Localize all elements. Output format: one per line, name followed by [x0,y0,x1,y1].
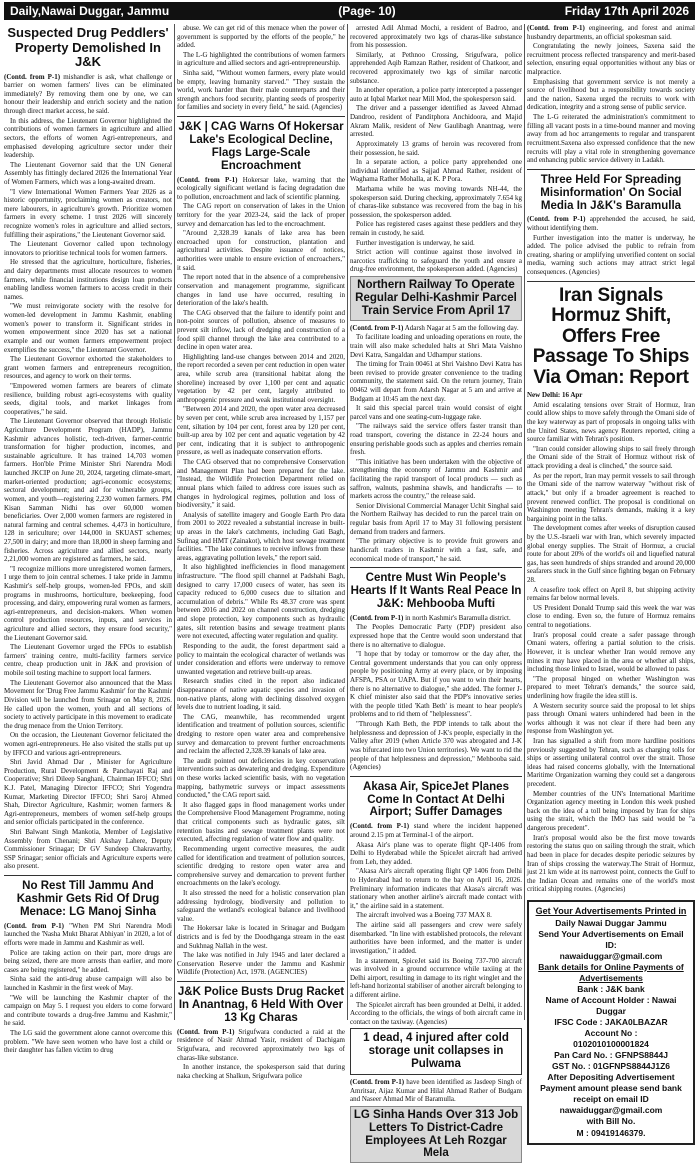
article-paragraph: Analysis of satellite imagery and Google Earth Pro data from 2001 to 2022 revealed a substantial increase in built-up areas in the lake's catchments, including Gati Bagh, Sufinag and HMT (Zainakot), which host sewage treatment facilities. "The lake continues to receive inflows from these areas, aggravating pollution levels," the report said. [177,510,345,562]
dateline: (Contd. from P-1) [177,175,238,184]
article-paragraph: The SpiceJet aircraft has been grounded at Delhi, it added. According to the officials, the wings of both aircraft came in contact on the taxiway. (Agencies) [350,1000,522,1026]
article-paragraph: The development comes after weeks of disruption caused by the U.S.-Israeli war with Iran, which severely impacted global energy supplies. The Strait of Hormuz, a crucial route for about 20% of the world's oil and liquefied natural gas, has seen hundreds of ships stranded and around 20,000 seafarers stuck in the Gulf since fighting began on February 28. [527,524,695,585]
column-1 [4,24,173,1055]
article-paragraph [350,614,522,623]
article-paragraph: The L-G highlighted the contributions of women farmers in agriculture and allied sectors and agri-entrepreneurship. [177,50,345,68]
article-text: stand where the incident happened around 2.15 pm at Terminal-1 of the airport. [350,822,523,839]
article-paragraph: "The railways said the service offers faster transit than road transport, covering the distance in 22-24 hours and ensuring perishable goods such as apples and cherries remain fresh. [350,422,522,457]
article-paragraph: It also flagged gaps in flood management works under the Comprehensive Flood Management Programme, noting that critical components such as hydraulic gates, silt retention basins and sewage treatment plants were not executed, affecting regulation of water flow and quality. [177,800,345,844]
article-paragraph: Marhama while he was moving towards NH-44, the spokesperson said. During checking, approximately 7.654 kg of charas-like substance was recovered from the bag in his possession, the spokesperson added. [350,184,522,219]
headline-parcel-train: Northern Railway To Operate Regular Delhi-Kashmir Parcel Train Service From April 17 [350,276,522,321]
article-paragraph: The Lieutenant Governor called upon technology innovators to prioritise technical tools for women farmers. [4,240,172,257]
article-paragraph [350,822,522,839]
headline-iran-hormuz: Iran Signals Hormuz Shift, Offers Free Passage To Ships Via Oman: Report [532,284,690,388]
divider [177,116,345,117]
dateline: New Delhi: 16 Apr [527,391,583,400]
article-paragraph: In another instance, the spokesperson said that during naka checking at Shalkun, Srigufwara police [177,1063,345,1080]
dateline: (Contd. from P-1) [527,24,585,32]
column-rule [524,24,525,1020]
divider [4,875,172,876]
article-paragraph [527,215,695,232]
article-paragraph: On the occasion, the Lieutenant Governor felicitated the women agri-entrepreneurs. He also visited the stalls put up by IFFCO and various agri-entrepreneurs. [4,731,172,757]
article-paragraph: Iran has signalled a shift from more hardline positions previously suggested by Tehran, such as charging tolls for ships or asserting unilateral control over the strait. Those ideas had raised concerns globally, with the International Maritime Organization warning they could set a dangerous precedent. [527,736,695,789]
article-paragraph [177,1028,345,1062]
page-number: (Page- 10) [338,4,396,18]
article-paragraph: The L-G reiterated the administration's commitment to filling all vacant posts in a time-bound manner and moving away from ad hoc arrangements to regular and transparent recruitment.Saxena also expressed confidence that the new recruits will play a vital role in strengthening governance and enhancing public service delivery in Ladakh. [527,113,695,165]
article-paragraph: Iran's proposal could create a safer passage through Omani waters, offering a partial solution to the crisis. However, it is unclear whether Iran would remove any mines it may have placed in the area or whether all ships, including those linked to Israel, would be allowed to pass. [527,630,695,674]
article-paragraph: To facilitate loading and unloading operations en route, the train will also make scheduled halts at Shri Mata Vaishno Devi Katra, Sangaldan and Udhampur stations. [350,333,522,359]
column-4 [527,24,696,1138]
divider [527,169,695,170]
article-paragraph: The lake was notified in July 1945 and later declared a Conservation Reserve under the Jammu and Kashmir Wildlife (Protection) Act, 1978. (AGENCIES) [177,951,345,977]
article-paragraph: The CAG observed that the failure to identify point and non-point sources of pollution, absence of measures to prevent silt inflow, lack of dredging and construction of a food spill channel through the lake area contributed to a decline in open water area. [177,308,345,352]
article-paragraph: "Iran could consider allowing ships to sail freely through the Omani side of the Strait of Hormuz without risk of attack providing a deal is clinched," the source said. [527,444,695,471]
article-paragraph: The driver and a passenger identified as Javeed Ahmad Dandroo, resident of Panditphora Anchidoora, and Majid Akram Malik, resident of New Gaulibagh Anantnag, were arrested. [350,104,522,139]
article-paragraph: The timing for Train 00461 at Shri Vaishno Devi Katra has been revised to provide greater convenience to the trading community, the statement said. On the return journey, Train 00462 will depart from Adarsh Nagar at 5 am and arrive at Budgam at 10:45 am the next day. [350,360,522,403]
dateline: (Contd. from P-1) [350,1078,405,1086]
article-paragraph: He stressed that the agriculture, horticulture, fisheries, and dairy departments must allocate resources to women farmers, while financial institutions design loan products enabling landless women farmers to access credit in their names. [4,258,172,301]
masthead [4,2,695,20]
article-paragraph: The report noted that in the absence of a comprehensive conservation and management programme, significant changes in land use have occurred, resulting in deterioration of the lake's health. [177,273,345,308]
article-paragraph: "Through Kath Beth, the PDP intends to talk about the helplessness and depression of J-K's people, especially in the Valley after 2019 (when Article 370 was abrogated and J-K was bifurcated into two Union territories). We want to rid the people of that helplessness and depression," Mehbooba said. (Agencies) [350,720,522,772]
article-paragraph: It also stressed the need for a holistic conservation plan addressing hydrology, biodiversity and pollution to safeguard the wetland's ecological balance and livelihood value. [177,888,345,923]
dateline: (Contd. from P-1) [350,613,404,622]
article-paragraph: The aircraft involved was a Boeing 737 MAX 8. [356,911,492,920]
dateline: (Contd. from P-1) [350,323,404,332]
headline-drug-peddlers: Suspected Drug Peddlers' Property Demolished In J&K [7,25,169,70]
article-paragraph: Approximately 13 grams of heroin was recovered from their possession, he said. [350,139,522,157]
article-paragraph: "We will be launching the Kashmir chapter of the campaign on May 5. I request you elders to come forward and contribute towards a drug-free Jammu and Kashmir," he said. [4,993,172,1028]
article-paragraph: A ceasefire took effect on April 8, but shipping activity remains far below normal levels. [527,585,695,603]
ad-line: GST No. : 01GFNPS8844J1Z6 [551,1061,671,1072]
column-rule [174,24,175,1020]
headline-cag-hokersar: J&K | CAG Warns Of Hokersar Lake's Ecological Decline, Flags Large-Scale Encroachment [178,121,344,172]
article-paragraph: "I hope that by today or tomorrow or the day after, the Central government understands that you can only oppress people by positioning Army at every place, or by imposing AFSPA, PSA or UAPA. But if you want to win their hearts, there is no alternative to dialogue," she added. The former J-K chief minister also said that the PDP's innovative series with the people titled 'Kath Beth' is meant to hear people's problems and to rid them of "helplessness". [350,650,522,719]
dateline: (Contd. from P-1) [527,215,586,224]
dateline: (Contd. from P-1) [4,72,61,81]
article-paragraph: Iran's proposal would also be the first move towards restoring the status quo on sailing through the strait, which had been in place for decades despite periodic seizures by Iran of ships crossing the waterway.The Strait of Hormuz, just 21 km wide at its narrowest point, connects the Gulf to the Indian Ocean and remains one of the world's most critical shipping routes. (Agencies) [527,833,695,894]
ad-title: Get Your Advertisements Printed in [535,905,687,916]
column-3 [350,24,523,1160]
ad-line: Pan Card No. : GFNPS8844J [554,1050,668,1061]
article-paragraph [527,391,695,400]
article-paragraph: US President Donald Trump said this week the war was close to ending. Even so, the future of Hormuz remains central to negotiations. [527,603,695,630]
article-paragraph [350,1078,522,1104]
article-paragraph: It said this special parcel train would consist of eight parcel vans and one seating-cum-luggage rake. [350,404,522,421]
dateline: (Contd. from P-1) [4,921,64,930]
article-paragraph: Shri Javid Ahmad Dar , Minister for Agriculture Production, Rural Development & Panchayati Raj and Cooperative; Shri Dileep Sanghani, Chairman IFFCO; Shri K.J. Patel, Managing Director IFFCO; Shri Yogendra Kumar, Marketing Director IFFCO; Shri Saroj Ahmed Shah, Director Agriculture, Kashmir; women farmers & Agri-entrepreneurs, members of women self-help groups and senior officials participated in the conference. [4,758,172,827]
ad-line: with Bill No. [586,1116,636,1127]
article-paragraph: "Around 2,328.39 kanals of lake area has been encroached upon for construction, plantation and agricultural activities. Despite issuance of notices, authorities were unable to ensure eviction of encroachers," it said. [177,229,345,272]
article-paragraph: arrested Adil Ahmad Mochi, a resident of Badroo, and recovered approximately two kgs of charas-like substance from his possession. [350,24,522,50]
article-paragraph: The Lieutenant Governor said that the UN General Assembly has fittingly declared 2026 the International Year of Women Farmers, which was a long-awaited dream. [4,160,172,186]
column-rule [347,24,348,1020]
article-paragraph: Police has registered cases against these peddlers and they remain in custody, he said. [350,220,522,238]
article-paragraph: abuse. We can get rid of this menace when the power of government is supported by the efforts of the people," he added. [177,24,345,50]
article-paragraph: Amid escalating tensions over Strait of Hormuz, Iran could allow ships to move safely through the Omani side of the key waterway as part of proposals in ongoing talks with the United States, news agency Reuters reported, citing a source familiar with Tehran's position. [527,400,695,444]
article-paragraph [4,73,172,116]
article-text: have been identified as Jasdeep Singh of Amritsar, Aijaz Kumar and Hilal Ahmad Rather of Budgam and Naseer Ahmad Mir of Baramulla. [350,1078,522,1104]
ad-line: Name of Account Holder : Nawai Duggar [545,994,677,1017]
article-paragraph: "This initiative has been undertaken with the objective of strengthening the economy of Jammu and Kashmir and facilitating the rapid transport of local products — such as saffron, walnuts, pashmina shawls, and handicrafts — to markets across the country," the release said. [350,457,522,501]
article-paragraph: "The proposal hinged on whether Washington was prepared to meet Tehran's demands," the source said, underlining how fragile the idea still is. [527,674,695,700]
article-paragraph: "I recognize millions more unregistered women farmers, I urge them to join central schemes. I take pride in Jammu Kashmir's self-help groups, women-led FPOs, and skill programs in mushrooms, horticulture, beekeeping, food processing, and dairy, empowering rural women as farmers, agri-entrepreneurs, and decision-makers. When women control production resources, inputs, and services in agriculture and allied sectors, they ensure food security," the Lieutenant Governor said. [4,564,172,642]
article-text: Hokersar lake, warning that the ecologically significant wetland is facing degradation due to pollution, encroachment and lack of scientific planning. [177,175,345,201]
article-paragraph: The Hokersar lake is located in Srinagar and Budgam districts and is fed by the Doodhganga stream in the east and Sukhnag Nallah in the west. [177,924,345,950]
article-paragraph: A Western security source said the proposal to let ships pass through Omani waters unhindered had been in the works although it was not clear if there had been any response from Washington yet. [527,701,695,736]
article-paragraph: The CAG report on conservation of lakes in the Union territory for the year 2023-24, said the lack of proper survey and demarcation has led to the encroachment. [177,202,345,228]
divider [350,567,522,568]
article-paragraph: Sinha said, "Without women farmers, every plate would be empty, leaving humanity starved." "They sustain the world, work harder than their male counterparts and their strength anchors food security, planting seeds of prosperity for families and society in every field," he said. (Agencies) [177,69,345,112]
article-paragraph: Similarly, at Pethnoo Crossing, Srigufwara, police apprehended Aqib Ramzan Rather, resident of Chatkoor, and recovered approximately two kgs of similar narcotic substance. [350,50,522,85]
ad-line: Send Your Advertisements on Email ID: [538,928,684,950]
article-paragraph [177,176,345,202]
article-paragraph: Research studies cited in the report also indicated disappearance of native aquatic species and invasion of non-native plants, along with declining dissolved oxygen levels due to nutrient loading, it said. [177,677,345,712]
article-paragraph: Police are taking action on their part, more drugs are being seized, there are more arrests than earlier, and more cases are being registered," he added. [4,948,172,974]
article-paragraph: Member countries of the UN's International Maritime Organization agency meeting in London this week pushed back on the idea of a toll being imposed by Iran for ships using the strait, which the IMO has said would be "a dangerous precedent". [527,789,695,833]
article-text: engineering, and forest and animal husbandry departments, an official spokesman said. [527,24,696,41]
article-paragraph: The audit pointed out deficiencies in key conservation interventions such as dewatering and dredging. Expenditure on these works lacked scientific basis, with no vegetation mapping, bathymetric surveys or impact assessments conducted," the CAG report said. [177,756,345,800]
article-paragraph: "The primary objective is to provide fruit growers and handicraft traders in Kashmir with a fast, safe, and economical mode of transport," he said. [350,537,522,563]
article-text: mishandler is ask, what challenge or barrier on women farmers' lives can be eliminated immediately? By removing them one by one, we can honour their leadership and enrich society and the nation through direct market access, he said. [4,72,173,116]
headline-akasa-spicejet: Akasa Air, SpiceJet Planes Come In Contact At Delhi Airport; Suffer Damages [363,780,509,819]
article-paragraph: Emphasising that government service is not merely a source of livelihood but a responsibility towards society and the nation, Saxena urged the recruits to work with dedication, integrity and a strong sense of public service. [527,77,695,112]
divider [350,776,522,777]
article-paragraph: In a statement, SpiceJet said its Boeing 737-700 aircraft was involved in a ground occurrence while taxiing at the Delhi airport, resulting in damage to its right winglet and the left-hand horizontal stabiliser of another aircraft belonging to a different airline. [350,956,522,999]
article-paragraph: "Between 2014 and 2020, the open water area decreased by seven per cent, while scrub area increased by 1,157 per cent, siltation by 104 per cent, forest area by 120 per cent, built-up area by 102 per cent and aquatic vegetation by 42 per cent, indicating that it is subject to anthropogenic pressure, as well as inadequate conservation efforts. [177,405,345,457]
ad-line: After Depositing Advertisement Payment amount please send bank receipt on email ID [540,1072,682,1105]
article-paragraph: "We must reinvigorate society with the resolve for women-led development in Jammu Kashmir, enabling women's power to transform it. Significant strides in women empowerment since 2020 has set a national example and our women farmers empowerment project exemplifies the success," the Lieutenant Governor. [4,302,172,354]
article-paragraph: In a separate action, a police party apprehended one individual identified as Sajjad Ahmad Rather, resident of Waghama Rather Mohalla, at K. P Pora. [350,158,522,184]
advertisement-box [527,900,695,1145]
article-paragraph: Further investigation into the matter is underway, he added. The police advised the public to refrain from creating, sharing or amplifying unverified content on social media, warning such actions may attract strict legal consequences. (Agencies) [527,233,695,277]
ad-line: Bank details for Online Payments of Advertisements [538,961,684,983]
article-text: Adarsh Nagar at 5 am the following day. [404,323,519,332]
article-text: "When PM Shri Narendra Modi launched the 'Nasha Mukt Bharat Abhiyan' in 2020, a lot of efforts were made in Jammu and Kashmir as well. [4,921,172,947]
ad-line: Account No : [584,1028,638,1039]
article-paragraph: Recommending urgent corrective measures, the audit called for identification and treatment of pollution sources, scientific dredging to restore open water area and comprehensive survey and demarcation to prevent further encroachments on the lake's ecology. [177,844,345,888]
article-paragraph: Sinha said the anti-drug abuse campaign will also be launched in Kashmir in the first week of May. [4,975,172,992]
ad-line: Daily Nawai Duggar Jammu [555,917,667,928]
headline-baramulla-misinformation: Three Held For Spreading Misinformation' On Social Media In J&K's Baramulla [540,173,682,212]
article-paragraph: "Akasa Air's aircraft operating flight QP 1406 from Delhi to Hyderabad had to return to the bay on April 16, 2026. Preliminary information indicates that Akasa's aircraft was stationary when another airline's aircraft made contact with it," the airline said in a statement. [350,867,522,910]
article-paragraph [527,24,695,41]
article-paragraph: The Peoples Democratic Party (PDP) president also expressed hope that the Centre would soon understand that there is no alternative to dialogue. [350,623,522,649]
ad-phone: M : 09419146379. [576,1127,646,1138]
ad-line: 0102010100001824 [573,1039,649,1050]
article-paragraph: Strict action will continue against those involved in narcotics trafficking to safeguard the youth and ensure a drug-free environment, the spokesperson added. (Agencies) [350,248,522,274]
article-paragraph: Highlighting land-use changes between 2014 and 2020, the report recorded a seven per cent reduction in open water area, while scrub area (transitional habitat along the shoreline) increased by over 1,100 per cent and aquatic vegetation by 42 per cent, largely attributed to anthropogenic pressure and weak institutional oversight. [177,352,345,404]
article-paragraph: The airline said all passengers and crew were safely disembarked. "In line with established protocols, the relevant authorities have been informed, and the matter is under investigation," it added. [350,921,522,955]
divider [177,981,345,982]
article-paragraph: It also highlighted inefficiencies in flood management infrastructure. "The flood spill channel at Padshahi Bagh, designed to carry 17,000 cusecs of water, has seen its capacity reduced to 6,000 cusecs due to siltation and accumulation of debris." While Rs 48.37 crore was spent between 2016 and 2022 on channel construction, dredging and slope protection, key components such as hydraulic gates, silt retention basins and sewage treatment plants were not executed, affecting water regulation and quality. [177,563,345,641]
article-paragraph: The Lieutenant Governor urged the FPOs to establish farmers' training centre, multi-facility farmers service centre, cheap production unit in J&K and provision of mobile soil testing machine to support local farmers. [4,643,172,678]
article-paragraph: Congratulating the newly joinees, Saxena said the recruitment process reflected transparency and merit-based selection, ensuring equal opportunities without any bias or malpractice. [527,42,695,77]
article-paragraph: Senior Divisional Commercial Manager Uchit Singhal said the Northern Railway has decided to run the parcel train on regular basis from April 17 to May 31 following persistent demand from traders and farmers. [350,501,522,536]
article-paragraph: Responding to the audit, the forest department said a policy to maintain the ecological character of wetlands was under consideration and efforts were underway to remove unwanted vegetation and retrieve built-up areas. [177,641,345,676]
article-paragraph: "Empowered women farmers are bearers of climate resilience, building robust agri-ecosystems with quality seeds, digital tools, and market linkages from cooperatives," he said. [4,381,172,416]
article-paragraph: Further investigation is underway, he said. [356,238,475,247]
paper-name: Daily,Nawai Duggar, Jammu [10,4,170,18]
dateline: (Contd. from P-1) [177,1027,235,1036]
headline-mehbooba: Centre Must Win People's Hearts If It Wants Real Peace In J&K: Mehbooba Mufti [350,572,522,610]
headline-pulwama-collapse: 1 dead, 4 injured after cold storage unit collapses in Pulwama [350,1028,522,1075]
ad-line: Bank : J&K bank [577,983,645,994]
article-text: in north Kashmir's Baramulla district. [405,613,511,622]
article-paragraph: Akasa Air's plane was to operate flight QP-1406 from Delhi to Hyderabad while the SpiceJet aircraft had arrived from Leh, they added. [350,840,522,866]
article-paragraph: The CAG observed that no comprehensive Conservation and Management Plan had been prepared for the lake. "Instead, the Wildlife Protection Department relied on annual plans which failed to address core issues such as changes in hydrological regimes, pollution and loss of biodiversity," it said. [177,458,345,510]
article-paragraph: The Lieutenant Governor observed that through Holistic Agriculture Development Program (HADP), Jammu Kashmir advances holistic, tech-driven, farmer-centric transformation for higher production, incomes, and sustainable agriculture. It has trained 14,703 women farmers. Hon'ble Prime Minister Shri Narendra Modi launched JKCIP on June 20, 2024, targeting climate-smart, market-oriented production; agri-economic ecosystems; sectoral development; and aid for vulnerable groups, women, and youth—registering 2,230 women farmers. PM Kisan Samman Nidhi has over 60,000 women beneficiaries. Over 2,000 women farmers are registered in natural farming and central schemes. 4,473 in horticulture, 128 in sericulture; over 144,000 in SKUAST schemes; 27,500 in dairy; and more than 18,000 in sheep farming and fisheries. Across agriculture and allied sectors, nearly 2,21,000 women are registered as farmers, he said. [4,417,172,564]
article-paragraph: The Lieutenant Governor exhorted the stakeholders to grant women farmers and entrepreneurs recognition, resources, and agency to work on their terms. [4,355,172,381]
article-paragraph [4,922,172,948]
article-paragraph: In this address, the Lieutenant Governor highlighted the contributions of women farmers in agriculture and allied sectors, the efforts of women Agri-entrepreneurs, and emphasised developing agriculture sector under their leadership. [4,116,172,160]
headline-leh-rozgar-mela: LG Sinha Hands Over 313 Job Letters To District-Cadre Employees At Leh Rozgar Mela [350,1106,522,1163]
divider [527,281,695,282]
article-paragraph: The CAG, meanwhile, has recommended urgent identification and treatment of pollution sources, scientific dredging to restore open water area and comprehensive survey and demarcation to prevent further encroachments and reclaim the affected 2,328.39 kanals of lake area. [177,712,345,756]
article-paragraph: The Lieutenant Governor also announced that the Mass Movement for 'Drug Free Jammu Kashmir' for the Kashmir Division will be launched from Srinagar on May 8, 2026. He called upon the women, youth and all sections of society to actively participate in this movement to eradicate the drug menace from the Union Territory. [4,678,172,730]
article-text: Srigufwara conducted a raid at the residence of Nasir Ahmad Yasir, resident of Dachigam Srigufwara, and recovered approximately two kgs of charas-like substance. [177,1027,345,1062]
headline-no-rest: No Rest Till Jammu And Kashmir Gets Rid Of Drug Menace: LG Manoj Sinha [16,880,160,918]
article-paragraph: In another operation, a police party intercepted a passenger auto at Iqbal Market near Mill Mod, the spokesperson said. [350,86,522,103]
article-text: apprehended the accused, he said, without identifying them. [527,215,695,232]
dateline: (Contd. from P-1) [350,822,410,831]
article-paragraph: Shri Balwant Singh Mankotia, Member of Legislative Assembly from Chenani; Shri Akshay Lahere, Deputy Commissioner Srinagar; Dr GV Sundeep Chakravarthy, SSP Srinagar; senior officials and Agriculture experts were also present. [4,828,172,871]
headline-anantnag-drug-racket: J&K Police Busts Drug Racket In Anantnag, 6 Held With Over 13 Kg Charas [177,986,345,1024]
column-2 [177,24,345,1080]
article-paragraph: As per the report, Iran may permit vessels to sail through the Omani side of the narrow waterway "without risk of attack," but only if a broader agreement is reached to prevent renewed conflict. The proposal is conditional on Washington meeting Tehran's demands, making it a key bargaining point in the talks. [527,471,695,523]
article-paragraph [350,324,522,333]
ad-line: IFSC Code : JAKA0LBAZAR [554,1017,668,1028]
ad-email: nawaiduggar@gmail.com [559,950,663,961]
ad-email: nawaiduggar@gmail.com [559,1105,663,1116]
issue-date: Friday 17th April 2026 [564,4,689,18]
article-paragraph: The LG said the government alone cannot overcome this problem. "We have seen women who have lost a child or their daughter has fallen victim to drug [4,1029,172,1055]
article-paragraph: "I view International Women Farmers Year 2026 as a historic opportunity, proclaiming women as creators, not mere labourers, in agriculture's growth. Prioritize women farmers in every scheme. I trust 2026 will sincerely recognize women's roles in agriculture and allied sectors, fulfilling their aspirations," the Lieutenant Governor said. [4,187,172,239]
